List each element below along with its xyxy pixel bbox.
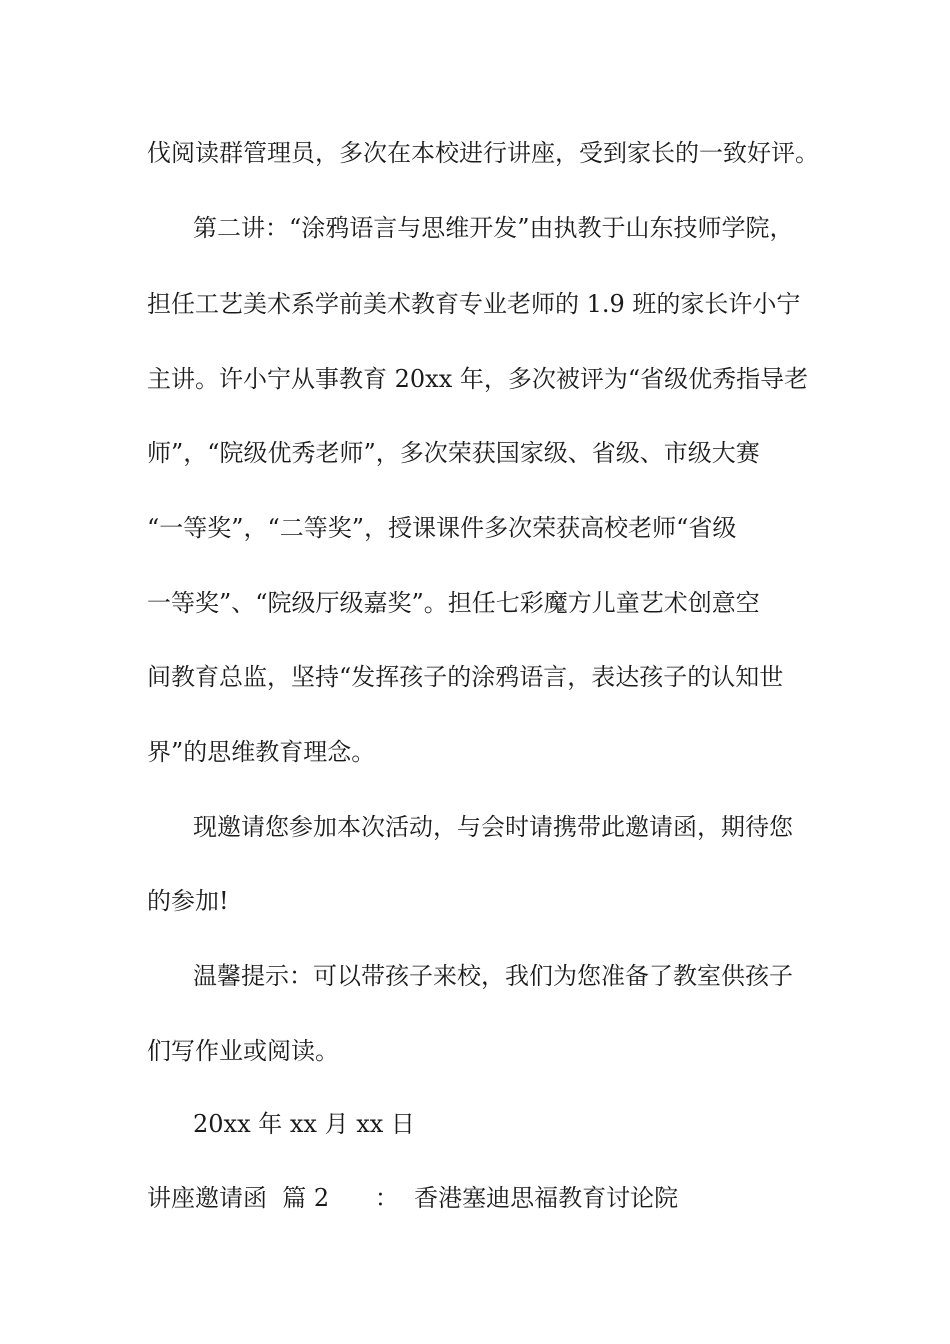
text-line: 担任工艺美术系学前美术教育专业老师的 1.9 班的家长许小宁 — [147, 290, 801, 318]
text-line: 的参加! — [147, 887, 229, 915]
text-line: 主讲。许小宁从事教育 20xx 年，多次被评为“省级优秀指导老 — [147, 365, 809, 393]
text-line: 们写作业或阅读。 — [147, 1037, 339, 1065]
section-heading: 讲座邀请函 篇 2 ： 香港塞迪思福教育讨论院 — [147, 1184, 679, 1212]
text-line: 师”，“院级优秀老师”，多次荣获国家级、省级、市级大赛 — [147, 439, 760, 467]
text-line: 第二讲：“涂鸦语言与思维开发”由执教于山东技师学院， — [193, 214, 794, 242]
text-line: 一等奖”、“院级厅级嘉奖”。担任七彩魔方儿童艺术创意空 — [147, 589, 760, 617]
text-line: 间教育总监，坚持“发挥孩子的涂鸦语言，表达孩子的认知世 — [147, 663, 784, 691]
text-line: 伐阅读群管理员，多次在本校进行讲座，受到家长的一致好评。 — [147, 139, 819, 167]
date-line: 20xx 年 xx 月 xx 日 — [193, 1110, 415, 1138]
text-line: 温馨提示：可以带孩子来校，我们为您准备了教室供孩子 — [193, 962, 793, 990]
text-line: “一等奖”，“二等奖”，授课课件多次荣获高校老师“省级 — [147, 514, 737, 542]
text-line: 现邀请您参加本次活动，与会时请携带此邀请函，期待您 — [193, 813, 793, 841]
text-line: 界”的思维教育理念。 — [147, 738, 376, 766]
